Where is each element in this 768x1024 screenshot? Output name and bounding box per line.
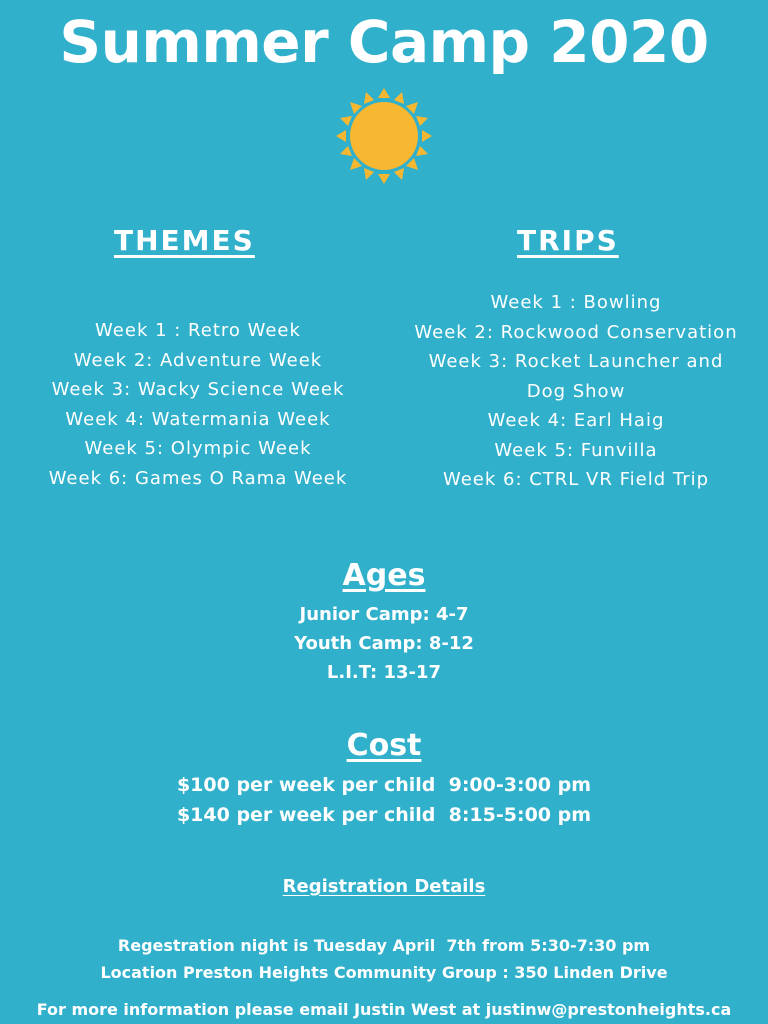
age-item: Junior Camp: 4-7 — [299, 604, 469, 625]
cost-list — [0, 770, 768, 830]
registration-item: Location Preston Heights Community Group : 350 Linden Drive — [100, 963, 668, 982]
trip-item: Week 4: Earl Haig — [487, 410, 665, 431]
page-title: Summer Camp 2020 — [59, 8, 709, 76]
cost-heading-text: Cost — [346, 728, 422, 763]
theme-item: Week 1 : Retro Week — [95, 320, 301, 341]
trips-heading: TRIPS — [517, 224, 619, 257]
registration-list — [0, 932, 768, 986]
theme-item: Week 4: Watermania Week — [65, 408, 331, 430]
theme-item: Week 6: Games O Rama Week — [48, 467, 348, 489]
contact-info: For more information please email Justin West at justinw@prestonheights.ca — [36, 1000, 732, 1019]
ages-heading-text: Ages — [342, 558, 426, 593]
cost-item: $100 per week per child 9:00-3:00 pm — [176, 774, 592, 796]
registration-heading: Registration Details — [282, 876, 486, 897]
trip-item: Week 6: CTRL VR Field Trip — [442, 469, 710, 490]
trip-item: Week 3: Rocket Launcher and — [428, 351, 724, 372]
trip-item: Week 1 : Bowling — [490, 292, 662, 313]
theme-item: Week 3: Wacky Science Week — [51, 379, 345, 400]
sun-icon — [336, 88, 432, 184]
age-item: Youth Camp: 8-12 — [294, 633, 474, 654]
trips-list — [398, 288, 754, 495]
themes-heading: THEMES — [114, 224, 255, 257]
theme-item: Week 5: Olympic Week — [84, 438, 312, 459]
ages-heading — [0, 558, 768, 593]
ages-list — [0, 600, 768, 687]
trip-item: Week 5: Funvilla — [494, 439, 658, 461]
cost-item: $140 per week per child 8:15-5:00 pm — [176, 804, 592, 826]
registration-item: Regestration night is Tuesday April 7th from 5:30-7:30 pm — [117, 936, 651, 955]
themes-list — [28, 316, 368, 493]
cost-heading — [0, 728, 768, 763]
trip-item: Dog Show — [526, 380, 626, 402]
theme-item: Week 2: Adventure Week — [73, 349, 323, 371]
age-item: L.I.T: 13-17 — [326, 662, 442, 683]
trip-item: Week 2: Rockwood Conservation — [414, 321, 738, 343]
